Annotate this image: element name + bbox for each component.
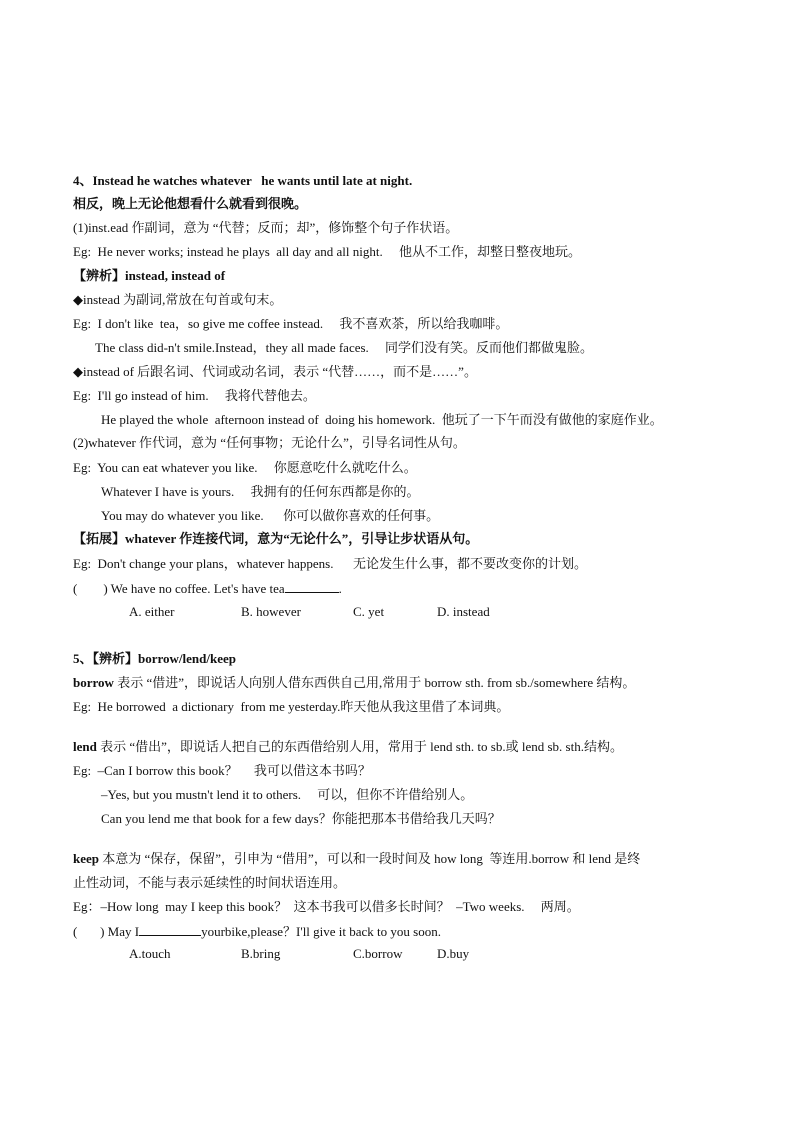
- option-d: D.buy: [437, 946, 470, 961]
- section4-eg2: Eg: I don't like tea，so give me coffee instead. 我不喜欢茶，所以给我咖啡。: [73, 316, 509, 331]
- keep-text: 本意为 “保存，保留”，引申为 “借用”，可以和一段时间及 how long 等连用.borrow 和 lend 是终: [99, 851, 641, 866]
- section4-eg4: Eg: You can eat whatever you like. 你愿意吃什么就吃什么。: [73, 460, 417, 475]
- keep-word: keep: [73, 851, 99, 866]
- borrow-text: 表示 “借进”，即说话人向别人借东西供自己用,常用于 borrow sth. from sb./somewhere 结构。: [113, 675, 636, 690]
- section4-point1: (1)inst.ead 作副词，意为 “代替；反而；却”，修饰整个句子作状语。: [73, 220, 459, 235]
- section5-lend-eg2: –Yes, but you mustn't lend it to others. 可以，但你不许借给别人。: [101, 787, 474, 802]
- section5-borrow-eg: Eg: He borrowed a dictionary from me yesterday.昨天他从我这里借了本词典。: [73, 699, 510, 714]
- section5-lend-eg1: Eg: –Can I borrow this book？ 我可以借这本书吗？: [73, 763, 371, 778]
- lend-text: 表示 “借出”，即说话人把自己的东西借给别人用，常用于 lend sth. to sb.或 lend sb. sth.结构。: [96, 739, 623, 754]
- borrow-word: borrow: [73, 675, 114, 690]
- section4-question: [73, 580, 342, 597]
- section5-borrow: [73, 675, 635, 691]
- section4-diamond1: ◆instead 为副词,常放在句首或句末。: [73, 292, 283, 307]
- section4-eg4c: You may do whatever you like. 你可以做你喜欢的任何事。: [101, 508, 440, 523]
- section5-lend-eg3: Can you lend me that book for a few days？你能把那本书借给我几天吗？: [101, 811, 501, 826]
- section4-eg1: Eg: He never works; instead he plays all day and all night. 他从不工作，却整日整夜地玩。: [73, 244, 582, 259]
- option-b: B.bring: [241, 946, 281, 961]
- section4-translation: 相反，晚上无论他想看什么就看到很晚。: [73, 196, 308, 211]
- answer-blank: [139, 923, 201, 936]
- section4-point2: (2)whatever 作代词，意为 “任何事物；无论什么”，引导名词性从句。: [73, 435, 466, 450]
- option-b: B. however: [241, 604, 301, 619]
- section5-keep: [73, 851, 640, 867]
- section5-heading: 5、【辨析】borrow/lend/keep: [73, 651, 236, 666]
- section4-diamond2: ◆instead of 后跟名词、代词或动名词，表示 “代替……，而不是……”。: [73, 364, 477, 379]
- section5-keep-eg: Eg：–How long may I keep this book？ 这本书我可以借多长时间？ –Two weeks. 两周。: [73, 899, 580, 914]
- section4-eg3: Eg: I'll go instead of him. 我将代替他去。: [73, 388, 316, 403]
- option-d: D. instead: [437, 604, 490, 619]
- option-c: C.borrow: [353, 946, 403, 961]
- question-end: .: [338, 581, 342, 596]
- section4-eg3b: He played the whole afternoon instead of doing his homework. 他玩了一下午而没有做他的家庭作业。: [101, 412, 663, 427]
- section4-eg4b: Whatever I have is yours. 我拥有的任何东西都是你的。: [101, 484, 420, 499]
- option-c: C. yet: [353, 604, 385, 619]
- section4-expand: 【拓展】whatever 作连接代词，意为“无论什么”，引导让步状语从句。: [73, 531, 479, 546]
- section5-keep-cont: 止性动词，不能与表示延续性的时间状语连用。: [73, 875, 347, 890]
- option-a: A.touch: [129, 946, 171, 961]
- question-end: yourbike,please？I'll give it back to you soon.: [201, 924, 441, 939]
- section4-eg5: Eg: Don't change your plans，whatever happens. 无论发生什么事，都不要改变你的计划。: [73, 556, 587, 571]
- section4-eg2b: The class did-n't smile.Instead，they all made faces. 同学们没有笑。反而他们都做鬼脸。: [95, 340, 594, 355]
- section4-heading: 4、Instead he watches whatever he wants until late at night.: [73, 173, 413, 188]
- question-text: ( ) May I: [73, 924, 140, 939]
- section5-lend: [73, 739, 623, 755]
- answer-blank: [285, 580, 339, 593]
- option-a: A. either: [129, 604, 175, 619]
- lend-word: lend: [73, 739, 97, 754]
- section5-question: [73, 923, 441, 940]
- section4-analysis-heading: 【辨析】instead, instead of: [73, 268, 226, 283]
- question-text: ( ) We have no coffee. Let's have tea: [73, 581, 285, 596]
